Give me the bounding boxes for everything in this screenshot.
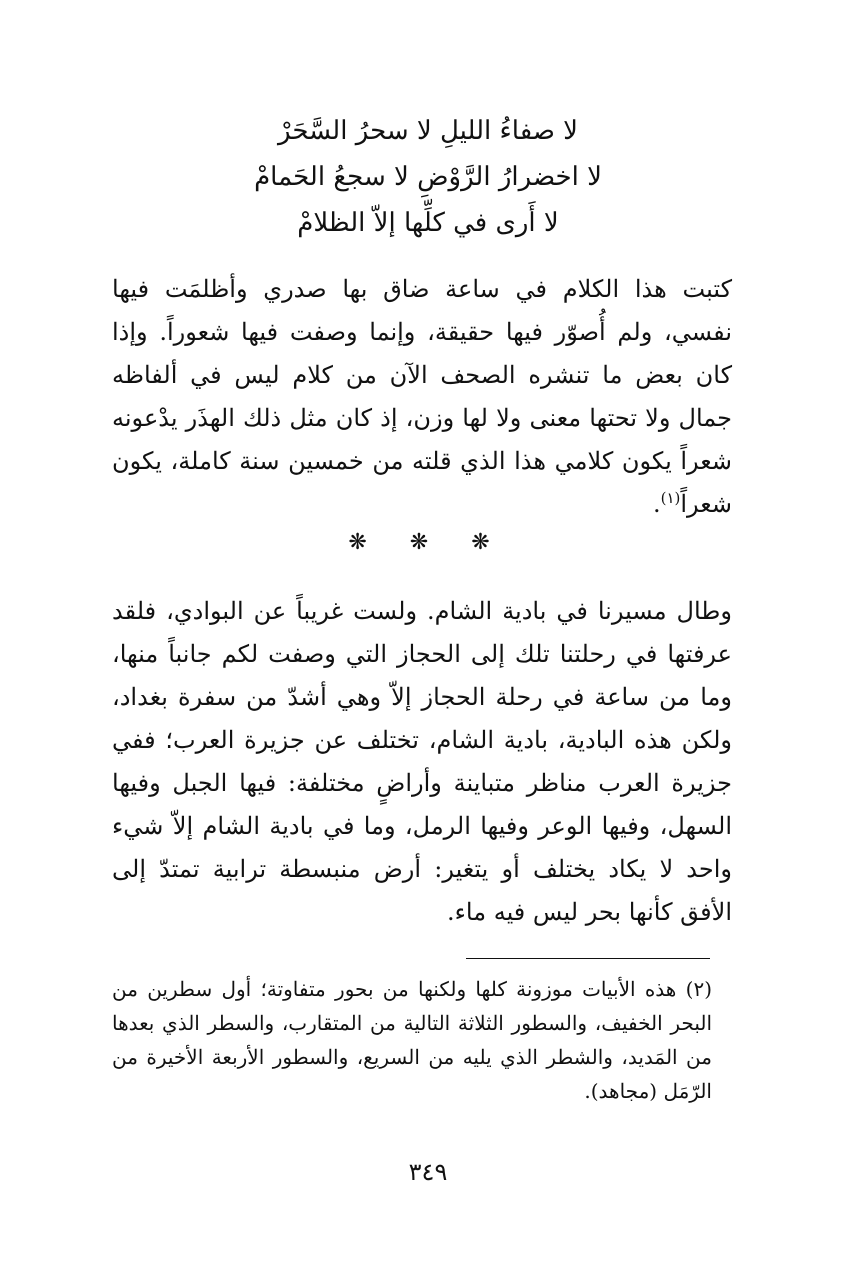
footnote: (٢) هذه الأبيات موزونة كلها ولكنها من بحور متفاوتة؛ أول سطرين من البحر الخفيف، والسطور الثلاثة التالية من المتقارب، والسطر الذي بعدها من المَديد، والشطر الذي يليه من السريع، والسطور الأربعة الأخيرة من الرّمَل (مجاهد). <box>112 977 712 1103</box>
verse-line-2: لا اخضرارُ الرَّوْضِ لا سجعُ الحَمامْ <box>254 162 602 192</box>
verse-line-1: لا صفاءُ الليلِ لا سحرُ السَّحَرْ <box>277 116 579 146</box>
page-number: ٣٤٩ <box>408 1158 448 1186</box>
poem-verses <box>0 108 856 246</box>
paragraph-1 <box>112 268 732 526</box>
section-separator: ❋ ❋ ❋ <box>348 530 508 555</box>
paragraph-1-end: . <box>652 490 661 518</box>
paragraph-2: وطال مسيرنا في بادية الشام. ولست غريباً عن البوادي، فلقد عرفتها في رحلتنا تلك إلى الحجاز التي وصفت لكم جانباً منها، وما من ساعة في رحلة الحجاز إلاّ وهي أشدّ من سفرة بغداد، ولكن هذه البادية، بادية الشام، تختلف عن جزيرة العرب؛ ففي جزيرة العرب مناظر متباينة وأراضٍ مختلفة: فيها الجبل وفيها السهل، وفيها الوعر وفيها الرمل، وما في بادية الشام إلاّ شيء واحد لا يكاد يختلف أو يتغير: أرض منبسطة ترابية تمتدّ إلى الأفق كأنها بحر ليس فيه ماء. <box>112 597 732 926</box>
paragraph-1-text: كتبت هذا الكلام في ساعة ضاق بها صدري وأظلمَت فيها نفسي، ولم أُصوّر فيها حقيقة، وإنما وصفت فيها شعوراً. وإذا كان بعض ما تنشره الصحف الآن من كلام ليس في ألفاظه جمال ولا تحتها معنى ولا لها وزن، إذ كان مثل ذلك الهذَر يدْعونه شعراً يكون كلامي هذا الذي قلته من خمسين سنة كاملة، يكون شعراً <box>112 275 732 518</box>
footnote-divider <box>466 958 710 959</box>
verse-line-3: لا أَرى في كلِّها إلاّ الظلامْ <box>297 208 559 238</box>
footnote-marker: (١) <box>660 489 681 507</box>
